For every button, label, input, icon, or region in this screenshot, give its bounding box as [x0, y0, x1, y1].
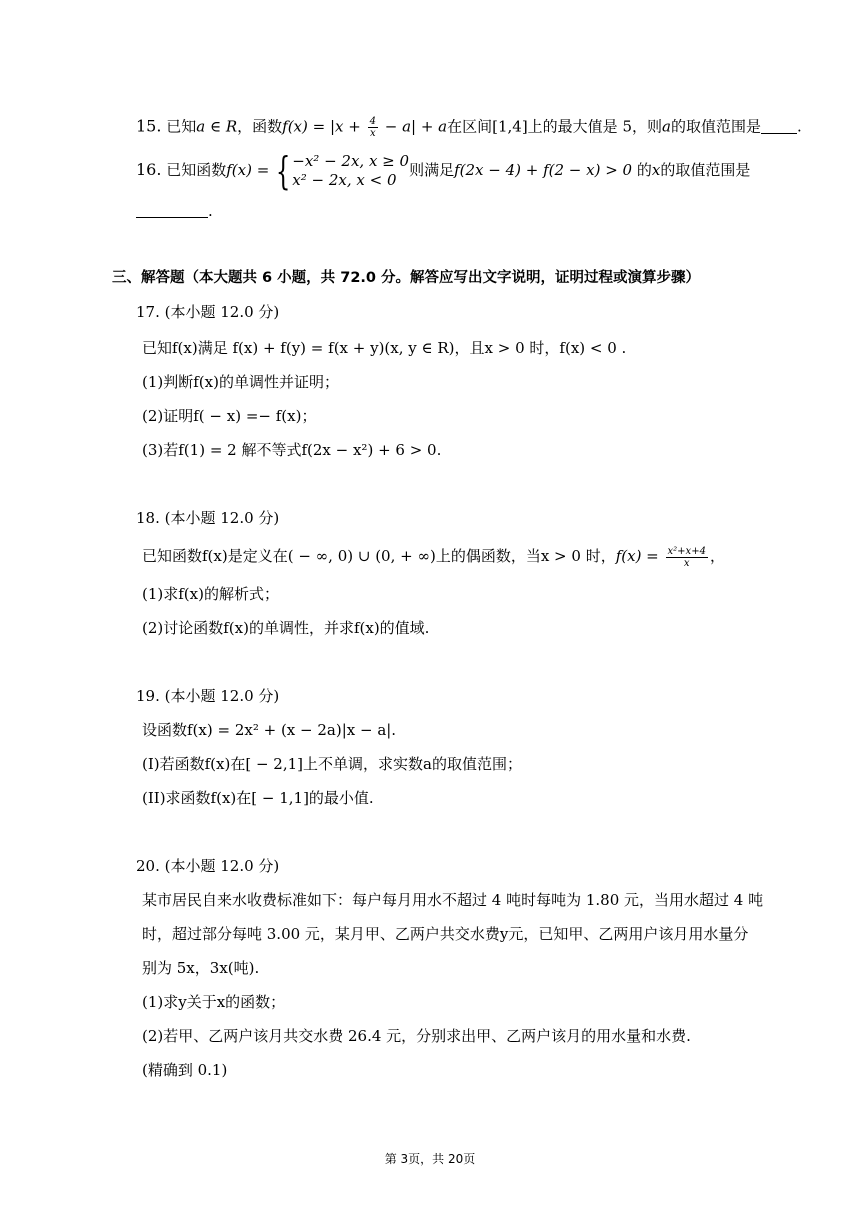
section-heading: 三、解答题（本大题共 6 小题，共 72.0 分。解答应写出文字说明，证明过程或演算步骤）	[112, 270, 701, 286]
left-brace: {	[275, 149, 291, 193]
question-20-stem-line-3: 别为 5x，3x(吨).	[142, 959, 260, 977]
question-16-answer-line: .	[136, 201, 213, 221]
question-20-note: (精确到 0.1)	[142, 1061, 228, 1079]
question-19-part-1: (I)若函数f(x)在[ − 2,1]上不单调，求实数a的取值范围；	[142, 755, 522, 773]
question-19-stem: 设函数f(x) = 2x² + (x − 2a)|x − a|.	[142, 721, 397, 739]
question-18-header: 18. (本小题 12.0 分)	[136, 509, 280, 527]
question-18-stem: 已知函数f(x)是定义在( − ∞, 0) ∪ (0, + ∞)上的偶函数，当x > 0 时，f(x) = $\frac{\text{x²+x+4}}{x}$ ，	[142, 545, 725, 569]
page-footer: 第 3页，共 20页	[384, 1152, 476, 1166]
fraction: $\frac{\text{x²+x+4}}{x}$	[667, 545, 706, 569]
question-16: 16. 已知函数f(x) = { −x² − 2x, x ≥ 0 x² − 2x, x < 0 则满足f(2x − 4) + f(2 − x) > 0 的x的取值范围是	[136, 149, 751, 193]
question-19-part-2: (II)求函数f(x)在[ − 1,1]的最小值.	[142, 789, 374, 807]
answer-blank	[136, 203, 208, 218]
question-20-part-2: (2)若甲、乙两户该月共交水费 26.4 元，分别求出甲、乙两户该月的用水量和水费.	[142, 1027, 691, 1045]
question-number: 16.	[136, 160, 162, 179]
question-number: 15.	[136, 116, 162, 136]
question-17-part-3: (3)若f(1) = 2 解不等式f(2x − x²) + 6 > 0.	[142, 441, 442, 459]
question-20-stem-line-2: 时，超过部分每吨 3.00 元，某月甲、乙两户共交水费y元，已知甲、乙两用户该月用水量分	[142, 925, 749, 943]
question-20-header: 20. (本小题 12.0 分)	[136, 857, 280, 875]
question-17-part-1: (1)判断f(x)的单调性并证明；	[142, 373, 339, 391]
answer-blank	[761, 119, 797, 134]
question-17-header: 17. (本小题 12.0 分)	[136, 303, 280, 321]
question-18-part-1: (1)求f(x)的解析式；	[142, 585, 279, 603]
question-18-part-2: (2)讨论函数f(x)的单调性，并求f(x)的值域.	[142, 619, 430, 637]
question-20-part-1: (1)求y关于x的函数；	[142, 993, 286, 1011]
question-17-part-2: (2)证明f( − x) =− f(x)；	[142, 407, 317, 425]
fraction: $\frac{4}{x}$	[369, 116, 376, 139]
question-20-stem-line-1: 某市居民自来水收费标准如下：每户每月用水不超过 4 吨时每吨为 1.80 元，当用水超过 4 吨	[142, 891, 764, 909]
question-17-stem: 已知f(x)满足 f(x) + f(y) = f(x + y)(x, y ∈ R)，且x > 0 时，f(x) < 0 .	[142, 339, 627, 357]
question-19-header: 19. (本小题 12.0 分)	[136, 687, 280, 705]
question-15: 15. 已知a ∈ R，函数f(x) = |x + $\frac{4}{x}$ − a| + a在区间[1,4]上的最大值是 5，则a的取值范围是 .	[136, 116, 802, 139]
piecewise-cases: −x² − 2x, x ≥ 0 x² − 2x, x < 0	[292, 152, 410, 189]
